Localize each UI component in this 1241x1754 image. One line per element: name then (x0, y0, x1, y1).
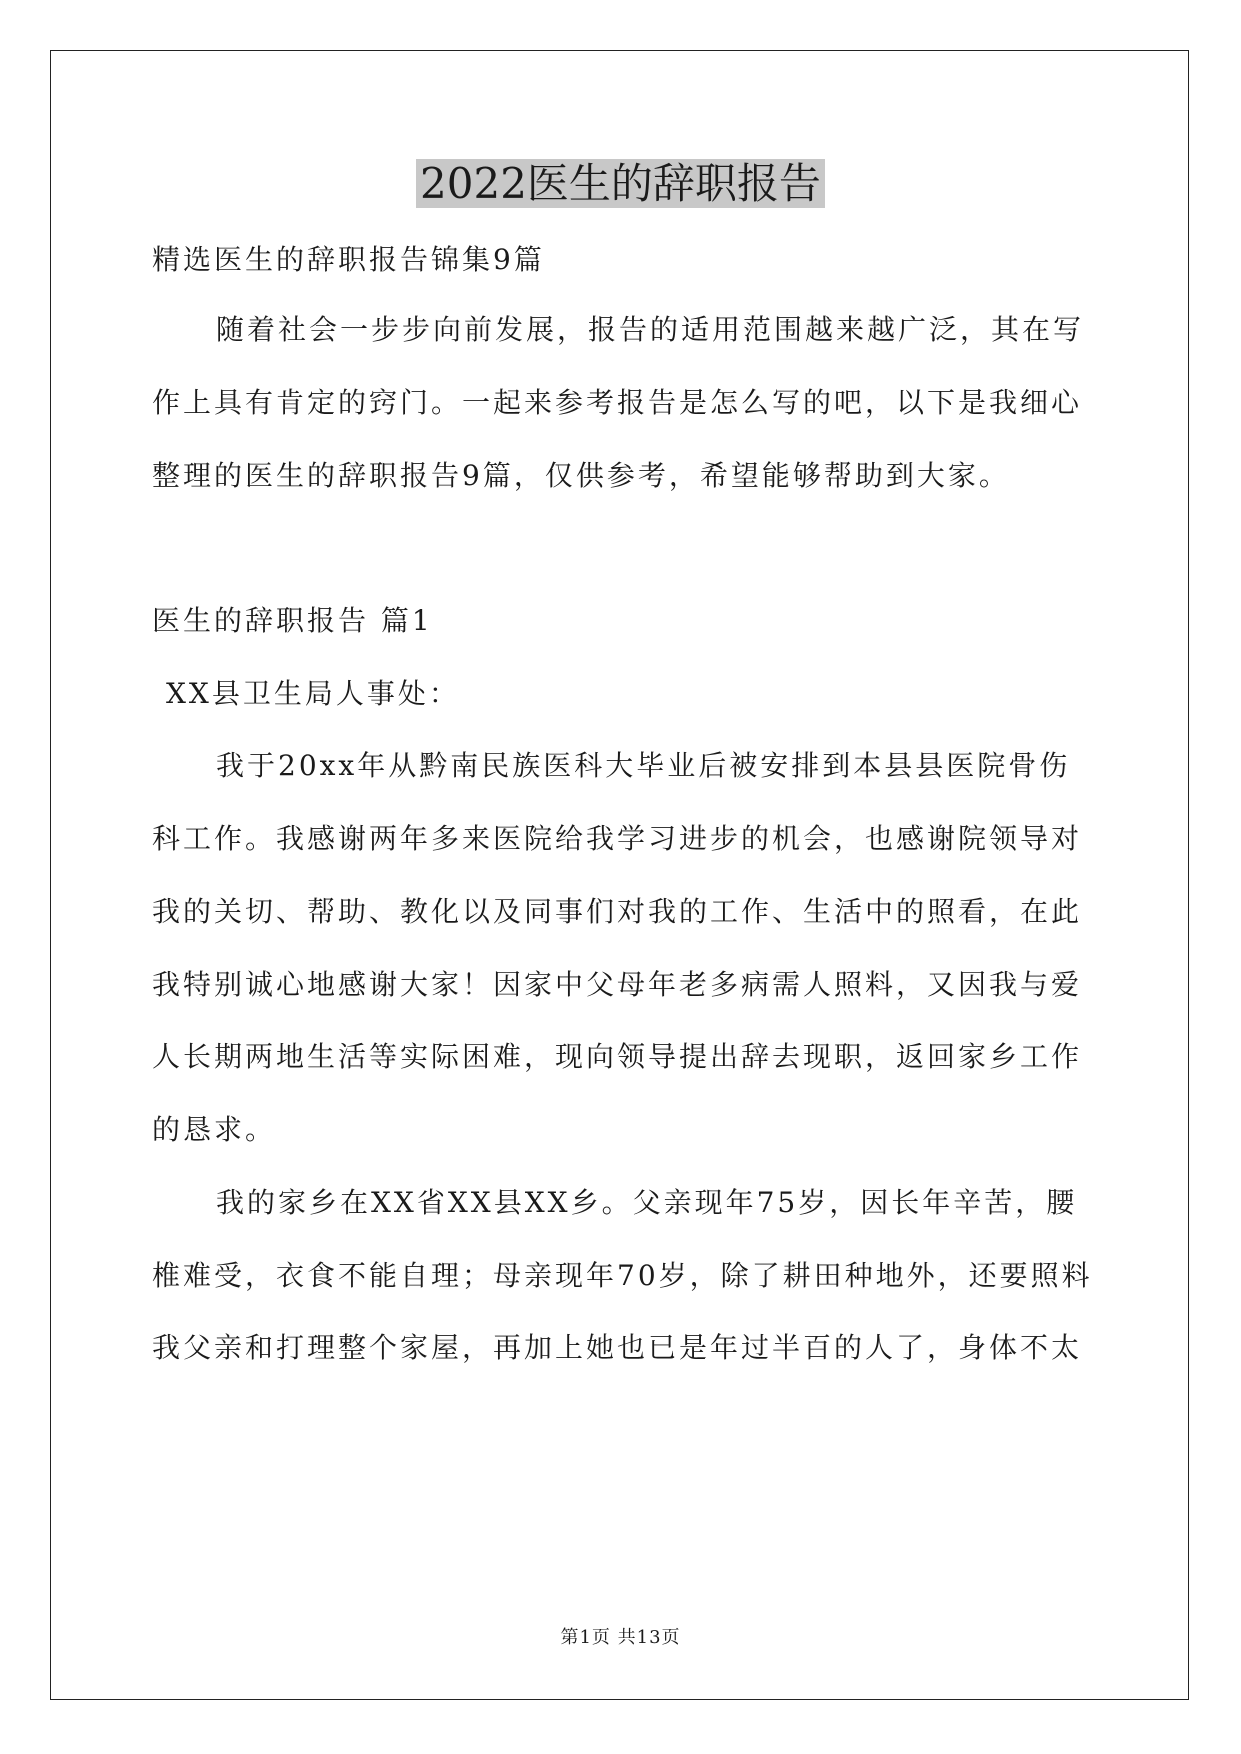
addressee: XX县卫生局人事处： (166, 677, 460, 710)
title-text: 2022医生的辞职报告 (416, 159, 825, 208)
page-footer: 第1页 共13页 (560, 1627, 681, 1648)
paragraph-line: 人长期两地生活等实际困难，现向领导提出辞去现职，返回家乡工作 (152, 1040, 1083, 1073)
paragraph-line: 我的关切、帮助、教化以及同事们对我的工作、生活中的照看，在此 (152, 895, 1083, 928)
paragraph-line: 的恳求。 (152, 1113, 277, 1146)
subtitle: 精选医生的辞职报告锦集9篇 (152, 243, 545, 276)
document-title (0, 156, 1241, 212)
paragraph-line: 我特别诚心地感谢大家！因家中父母年老多病需人照料，又因我与爱 (152, 968, 1083, 1001)
paragraph-line: 我于20xx年从黔南民族医科大毕业后被安排到本县县医院骨伤 (216, 749, 1071, 782)
paragraph-line: 我的家乡在XX省XX县XX乡。父亲现年75岁，因长年辛苦，腰 (216, 1186, 1078, 1219)
intro-line: 作上具有肯定的窍门。一起来参考报告是怎么写的吧，以下是我细心 (152, 386, 1083, 419)
page-border (50, 50, 1189, 1700)
paragraph-line: 我父亲和打理整个家屋，再加上她也已是年过半百的人了，身体不太 (152, 1331, 1083, 1364)
section-heading: 医生的辞职报告 篇1 (152, 604, 433, 637)
paragraph-line: 科工作。我感谢两年多来医院给我学习进步的机会，也感谢院领导对 (152, 822, 1083, 855)
intro-line: 随着社会一步步向前发展，报告的适用范围越来越广泛，其在写 (216, 313, 1085, 346)
paragraph-line: 椎难受，衣食不能自理；母亲现年70岁，除了耕田种地外，还要照料 (152, 1259, 1093, 1292)
intro-line: 整理的医生的辞职报告9篇，仅供参考，希望能够帮助到大家。 (152, 459, 1010, 492)
